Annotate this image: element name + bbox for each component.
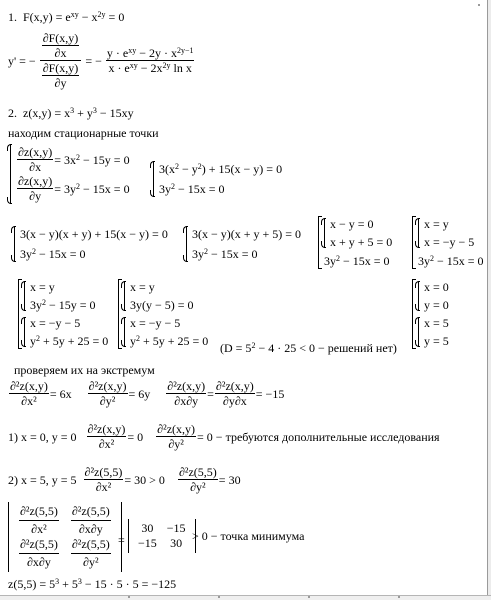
system-partials: $\frac{\partial z(x,y)}{\partial x}$ = $3x^2 - 15y = 0$ $\frac{\partial z(x,y)}{\partial y}$ = $3y^2 - 15x = 0$ [10,144,148,204]
page-mark [308,596,310,598]
minimum-conclusion: > 0 − точка минимума [192,529,305,543]
check-extremum-label: проверяем их на экстремум [14,363,155,377]
case-2: 2) x = 5, y = 5 $\frac{\text{∂²z(5,5)}}{\text{∂x²}}$ = 30 > 0 $\frac{\text{∂²z(5,5)}}{\text{∂y²}}$ = 30 [8,465,241,494]
system-cases: x = y $3y^2 - 15y = 0$ x = −y − 5 $y^2 + 5y + 25 = 0$ [18,279,108,349]
system-factored: 3(x − y)(x + y) + 15(x − y) = 0 $3y^2 - 15x = 0$ [14,226,168,262]
hessian-determinant: $\frac{\text{∂²z(5,5)}}{\text{∂x²}}$ $\frac{\text{∂²z(5,5)}}{\partial x\partial y}$ $\frac{\text{∂²z(5,5)}}{\partial x\partial y}$ $\frac{\text{∂²z(5,5)}}{\text{∂y²}}$ [8,502,122,572]
determinant-equals: = [118,533,125,547]
page-mark [128,596,130,598]
bottom-edge [0,595,491,600]
page-mark [398,596,400,598]
system-split-2: x = y x = −y − 5 $3y^2 - 15x = 0$ [412,216,484,269]
stationary-points-heading: находим стационарные точки [8,126,159,140]
page-mark [218,596,220,598]
second-derivatives: $\frac{\text{∂²z(x,y)}}{\text{∂x²}}$ = 6x $\frac{\text{∂²z(x,y)}}{\text{∂y²}}$ = 6y $\frac{\text{∂²z(x,y)}}{\partial x\partial y}$ = $\frac{\text{∂²z(x,y)}}{\partial y\partial x}$ = −15 [10,379,285,408]
result-fraction: $\frac{y \cdot e^{xy} - 2y \cdot x^{2y-1}}{x \cdot e^{xy} - 2x^{2y} \ln x}$ [106,46,194,75]
implicit-fraction: $\frac{\frac{\partial F(x,y)}{\partial x}}{\frac{\partial F(x,y)}{\partial y}}$ [40,32,82,89]
minimum-value: $z(5,5) = 5^3 + 5^3 - 15 \cdot 5 \cdot 5 = -125$ [8,577,177,591]
system-factored-2: 3(x − y)(x + y + 5) = 0 $3y^2 - 15x = 0$ [186,226,301,262]
stationary-points: x = 0 y = 0 x = 5 y = 5 [412,279,449,349]
eq1-function: 1. $F(x,y) = e^{xy} - x^{2y} = 0$ [8,10,125,24]
system-cases-2: x = y 3y(y − 5) = 0 x = −y − 5 $y^2 + 5y + 25 = 0$ [118,279,208,349]
right-edge [487,0,491,600]
discriminant-note: ($D = 5^2 - 4 \cdot 25 < 0$ − решений нет) [220,341,397,355]
page-mark [478,4,480,6]
case-1: 1) x = 0, y = 0 $\frac{\text{∂²z(x,y)}}{\text{∂x²}}$ = 0 $\frac{\text{∂²z(x,y)}}{\text{∂y²}}$ = 0 − требуются дополнительные исследования [8,422,440,451]
system-combined: $3(x^2 - y^2) + 15(x - y) = 0$ $3y^2 - 15x = 0$ [153,161,282,197]
system-split: x − y = 0 x + y + 5 = 0 $3y^2 - 15x = 0$ [318,216,392,269]
eq1-derivative: y' = − $\frac{\frac{\partial F(x,y)}{\partial x}}{\frac{\partial F(x,y)}{\partial y}}$ = − $\frac{y \cdot e^{xy} - 2y \cdot x^{2y-1}}{x \cdot e^{xy} - 2x^{2y} \ln x}$ [8,31,194,90]
eq2-function: 2. $z(x,y) = x^3 + y^3 - 15xy$ [8,106,134,120]
hessian-matrix: 30 −15 −15 30 [128,519,196,553]
